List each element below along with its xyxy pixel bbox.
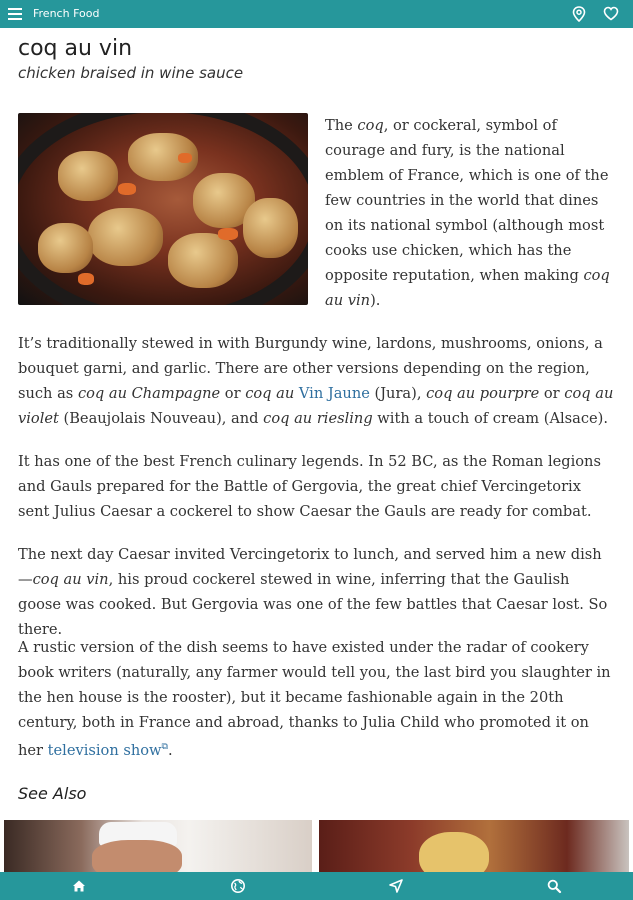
paragraph-caesar: The next day Caesar invited Vercingetorix to lunch, and served him a new dish—coq au vin, his proud cockerel stewed in wine, inferring that the Gaulish goose was cooked. But Gergovia was one of the few battles that Caesar lost. So there. [18, 546, 608, 638]
see-also-card-dish[interactable] [319, 820, 629, 872]
paragraph-regional-versions: It’s traditionally stewed in with Burgundy wine, lardons, mushrooms, onions, a bouquet garni, and garlic. There are other versions depending on the region, such as coq au Champagne or coq au Vin Jaune (Jura), coq au pourpre or coq au violet (Beaujolais Nouveau), and coq au riesling with a touch of cream (Alsace). [18, 335, 614, 427]
intro-paragraph: The coq, or cockeral, symbol of courage and fury, is the national emblem of France, which is one of the few countries in the world that dines on its national symbol (although most cooks use chicken, which has the opposite reputation, when making coq au vin). [325, 117, 610, 309]
globe-icon[interactable] [230, 878, 246, 894]
paragraph-rustic-version: A rustic version of the dish seems to have existed under the radar of cookery book writers (naturally, any farmer would tell you, the last bird you slaughter in the hen house is the rooster), but it became fashionable again in the 20th century, both in France and abroad, thanks to Julia Child who promoted it on her television show⧉. [18, 639, 611, 759]
app-toolbar [0, 0, 633, 28]
bottom-navigation [0, 872, 633, 900]
navigation-arrow-icon[interactable] [388, 878, 404, 894]
article-subtitle: chicken braised in wine sauce [18, 64, 244, 82]
vin-jaune-link[interactable]: Vin Jaune [298, 385, 370, 402]
article [18, 36, 614, 803]
app-title: French Food [33, 7, 100, 20]
television-show-link[interactable]: television show⧉ [47, 741, 168, 759]
hero-image[interactable] [18, 113, 308, 305]
heart-icon[interactable] [603, 6, 619, 21]
external-link-icon: ⧉ [161, 742, 168, 752]
see-also-heading: See Also [18, 784, 87, 803]
home-icon[interactable] [71, 878, 87, 894]
map-pin-icon[interactable] [572, 6, 586, 22]
search-icon[interactable] [546, 878, 562, 894]
menu-icon[interactable] [8, 8, 22, 20]
article-title: coq au vin [18, 36, 133, 61]
paragraph-legend: It has one of the best French culinary legends. In 52 BC, as the Roman legions and Gauls prepared for the Battle of Gergovia, the great chief Vercingetorix sent Julius Caesar a cockerel to show Caesar the Gauls are ready for combat. [18, 453, 601, 520]
see-also-card-chef[interactable] [4, 820, 312, 872]
